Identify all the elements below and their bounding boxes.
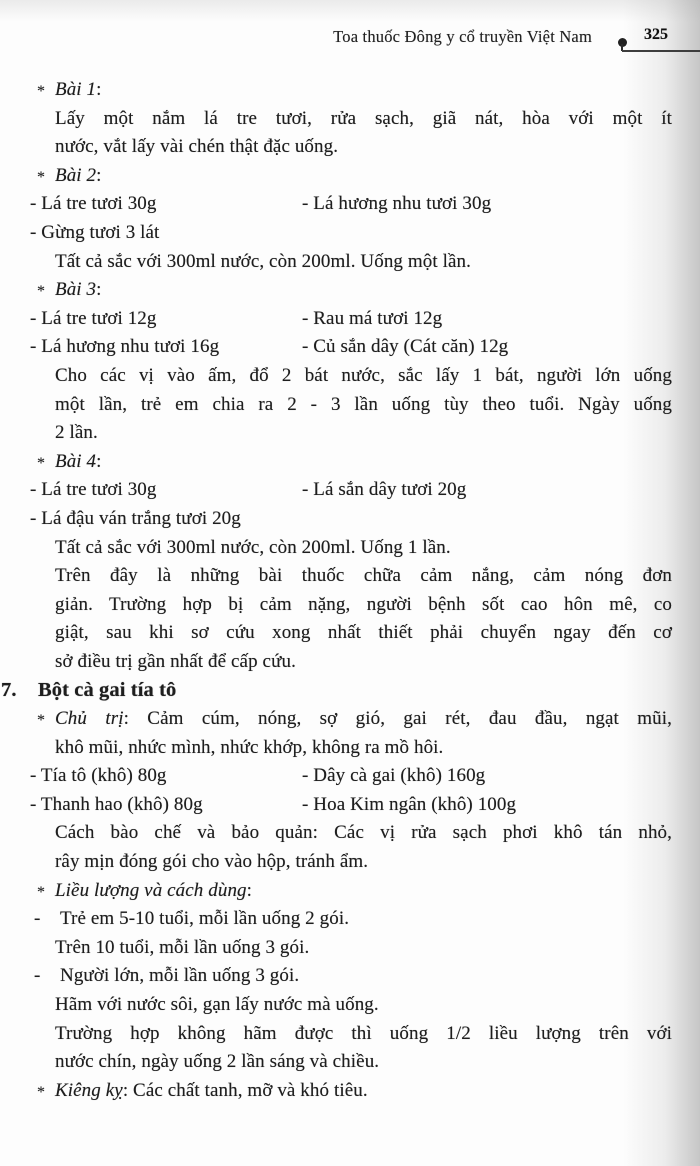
text-line [0,333,700,362]
line-label: Bài 4 [55,450,97,472]
text-line [0,562,700,591]
text-line [0,133,700,162]
text-line [0,991,700,1020]
text-line [0,734,700,763]
page-content [0,76,700,1105]
line-text: Tất cả sắc với 300ml nước, còn 200ml. Uống 1 lần. [55,536,451,558]
ingredient-left: - Lá tre tươi 12g [30,307,157,329]
ingredient-right [302,219,700,248]
dash-mark: - [34,908,41,930]
text-line [0,162,700,191]
ingredient-right: - Lá sắn dây tươi 20g [302,479,467,501]
text-line [0,190,700,219]
text-line [0,391,700,420]
line-text: Tất cả sắc với 300ml nước, còn 200ml. Uống một lần. [55,250,471,272]
asterisk-mark: * [37,283,46,301]
ingredient-right: - Lá hương nhu tươi 30g [302,193,492,215]
line-label: Bài 2 [55,164,97,186]
text-line [0,362,700,391]
line-text: : [96,450,102,472]
ingredient-left: - Thanh hao (khô) 80g [30,793,203,815]
line-text: sở điều trị gần nhất để cấp cứu. [55,650,296,672]
line-text: : Cảm cúm, nóng, sợ gió, gai rét, đau đầu, ngạt mũi, [123,708,672,730]
text-line [0,819,700,848]
ingredient-left: - Lá tre tươi 30g [30,193,157,215]
line-text: một lần, trẻ em chia ra 2 - 3 lần uống tùy theo tuổi. Ngày uống [55,393,672,415]
asterisk-mark: * [37,883,46,901]
heading-title: Bột cà gai tía tô [38,679,177,702]
text-line [0,448,700,477]
line-text: : [96,79,102,100]
text-line [0,534,700,563]
heading-number: 7. [1,679,17,702]
ingredient-left: - Lá tre tươi 30g [30,479,157,501]
asterisk-mark: * [37,168,46,186]
text-line [0,505,700,534]
line-text: giản. Trường hợp bị cảm nặng, người bệnh sốt cao hôn mê, co [55,593,672,615]
text-line [0,105,700,134]
line-text: Trên đây là những bài thuốc chữa cảm nắng, cảm nóng đơn [55,565,672,587]
ingredient-left: - Lá đậu ván trắng tươi 20g [30,507,241,529]
text-line [0,1048,700,1077]
line-text: 2 lần. [55,422,98,444]
header-rule [622,50,700,52]
line-text: Cho các vị vào ấm, đổ 2 bát nước, sắc lấy 1 bát, người lớn uống [55,364,672,386]
text-line [0,305,700,334]
text-line [0,276,700,305]
text-line [0,619,700,648]
page-number: 325 [644,26,668,43]
line-text: Trường hợp không hãm được thì uống 1/2 liều lượng trên với [55,1022,672,1044]
line-text: : Các chất tanh, mỡ và khó tiêu. [122,1079,368,1101]
line-text: khô mũi, nhức mình, nhức khớp, không ra mồ hôi. [55,736,444,758]
dash-mark: - [34,965,41,987]
asterisk-mark: * [37,83,46,100]
asterisk-mark: * [37,712,46,730]
line-text: Hãm với nước sôi, gạn lấy nước mà uống. [55,994,379,1015]
line-text: nước, vắt lấy vài chén thật đặc uống. [55,136,339,158]
line-text: Cách bào chế và bảo quản: Các vị rửa sạch phơi khô tán nhỏ, [55,822,672,844]
line-label: Chủ trị [55,708,124,730]
text-line [0,1077,700,1106]
line-text: Trẻ em 5-10 tuổi, mỗi lần uống 2 gói. [60,908,350,930]
line-text: : [96,279,102,301]
line-text: Trên 10 tuổi, mỗi lần uống 3 gói. [55,936,310,958]
text-line [0,848,700,877]
ingredient-right: - Dây cà gai (khô) 160g [302,765,486,787]
text-line [0,476,700,505]
text-line [0,791,700,820]
text-line [0,934,700,963]
text-line [0,248,700,277]
text-line [0,877,700,906]
ingredient-left: - Gừng tươi 3 lát [30,221,160,243]
text-line [0,705,700,734]
line-text: : [246,879,253,901]
line-label: Kiêng kỵ [55,1079,123,1101]
running-header-title: Toa thuốc Đông y cổ truyền Việt Nam [333,27,592,46]
ingredient-left: - Lá hương nhu tươi 16g [30,336,220,358]
text-line [0,762,700,791]
text-line [0,1020,700,1049]
line-text: : [96,164,102,186]
line-text: giật, sau khi sơ cứu xong nhất thiết phải chuyển ngay đến cơ [55,622,672,644]
text-line [0,219,700,248]
line-label: Liều lượng và cách dùng [55,879,247,901]
ingredient-right: - Củ sắn dây (Cát căn) 12g [302,336,509,358]
asterisk-mark: * [37,1083,46,1101]
line-text: Người lớn, mỗi lần uống 3 gói. [60,965,300,987]
line-text: nước chín, ngày uống 2 lần sáng và chiều. [55,1051,380,1073]
ingredient-right: - Rau má tươi 12g [302,307,443,329]
text-line [0,76,700,105]
text-line [0,905,700,934]
asterisk-mark: * [37,454,46,472]
text-line [0,591,700,620]
ingredient-right [302,505,700,534]
line-text: rây mịn đóng gói cho vào hộp, tránh ẩm. [55,851,369,873]
line-text: Lấy một nắm lá tre tươi, rửa sạch, giã nát, hòa với một ít [55,107,672,129]
text-line [0,419,700,448]
line-label: Bài 1 [55,79,97,100]
ingredient-left: - Tía tô (khô) 80g [30,765,167,787]
text-line [0,676,700,705]
text-line [0,648,700,677]
line-label: Bài 3 [55,279,97,301]
text-line [0,962,700,991]
ingredient-right: - Hoa Kim ngân (khô) 100g [302,793,517,815]
